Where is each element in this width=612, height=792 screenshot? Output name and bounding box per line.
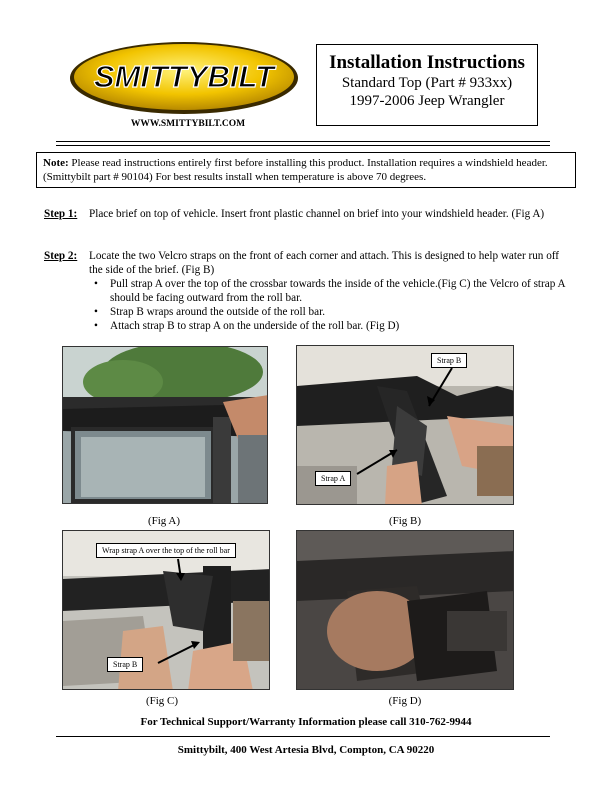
bullet-item: • Pull strap A over the top of the crossbar towards the inside of the vehicle.(Fig C) the Velcro of strap A should be facing outward from the roll bar. bbox=[94, 278, 565, 304]
fig-b-caption: (Fig B) bbox=[388, 515, 422, 527]
fig-d-photo bbox=[296, 530, 514, 690]
bullet-icon: • bbox=[94, 278, 98, 290]
smittybilt-logo bbox=[68, 40, 300, 116]
callout-strap-b: Strap B bbox=[107, 657, 143, 672]
fig-a-caption: (Fig A) bbox=[147, 515, 181, 527]
callout-wrap-strap-a: Wrap strap A over the top of the roll bar bbox=[96, 543, 236, 558]
note-box bbox=[36, 152, 576, 188]
footer-rule bbox=[56, 736, 550, 737]
bullet-item: • Strap B wraps around the outside of the roll bar. bbox=[94, 306, 326, 318]
website-url: WWW.SMITTYBILT.COM bbox=[130, 119, 246, 129]
company-address: Smittybilt, 400 West Artesia Blvd, Compton, CA 90220 bbox=[177, 744, 435, 756]
support-line: For Technical Support/Warranty Information please call 310-762-9944 bbox=[140, 716, 472, 728]
arrow-icon bbox=[297, 346, 514, 505]
callout-strap-a: Strap A bbox=[315, 471, 351, 486]
note-label: Note: bbox=[43, 157, 69, 169]
step-2-text: Locate the two Velcro straps on the front of each corner and attach. This is designed to help water run off the side of the brief. (Fig B) bbox=[89, 250, 560, 276]
fig-c-caption: (Fig C) bbox=[145, 695, 179, 707]
page-title: Installation Instructions bbox=[329, 52, 525, 73]
note-text: Please read instructions entirely first before installing this product. Installation requires a windshield header. (Smittybilt part # 90104) For best results install when temperature is above 70 degrees. bbox=[43, 157, 548, 183]
step-1-text: Place brief on top of vehicle. Insert front plastic channel on brief into your windshield header. (Fig A) bbox=[89, 208, 545, 220]
fig-c-photo bbox=[62, 530, 270, 690]
bullet-icon: • bbox=[94, 320, 98, 332]
bullet-item: • Attach strap B to strap A on the underside of the roll bar. (Fig D) bbox=[94, 320, 400, 332]
fig-b-photo bbox=[296, 345, 514, 505]
fig-d-caption: (Fig D) bbox=[388, 695, 422, 707]
step-1 bbox=[44, 207, 574, 221]
arrow-icon bbox=[63, 531, 270, 690]
bullet-icon: • bbox=[94, 306, 98, 318]
logo-wordmark: SMITTYBILT bbox=[93, 59, 275, 94]
step-2 bbox=[44, 249, 574, 333]
callout-strap-b: Strap B bbox=[431, 353, 467, 368]
title-box bbox=[316, 44, 538, 126]
part-number: Standard Top (Part # 933xx) bbox=[341, 75, 513, 91]
step-2-label: Step 2: bbox=[44, 250, 78, 262]
step-1-label: Step 1: bbox=[44, 208, 78, 220]
vehicle-model: 1997-2006 Jeep Wrangler bbox=[349, 93, 505, 109]
header-rule-bottom bbox=[56, 145, 550, 146]
step-2-bullets bbox=[44, 277, 574, 333]
header-rule-top bbox=[56, 141, 550, 142]
fig-a-photo bbox=[62, 346, 268, 504]
